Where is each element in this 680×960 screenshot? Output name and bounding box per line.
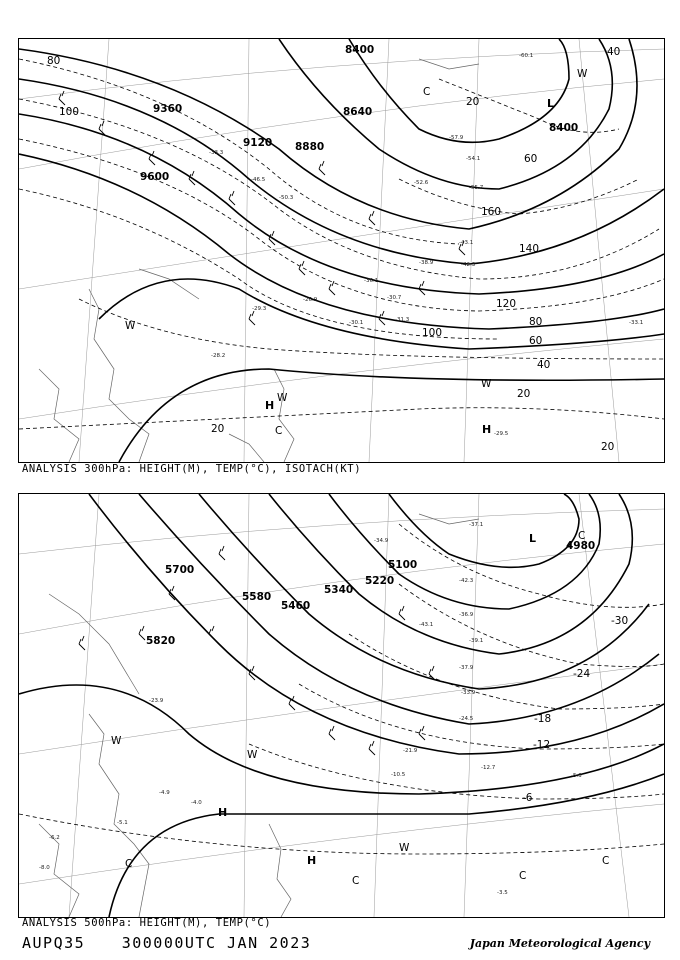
cold-mark: C xyxy=(352,875,360,887)
high-center: H xyxy=(482,423,492,436)
wind-barbs xyxy=(59,91,465,325)
obs-value: -6.2 xyxy=(49,835,60,841)
obs-value: -43.1 xyxy=(419,622,434,628)
height-label: 5700 xyxy=(165,564,195,576)
height-label: 9120 xyxy=(243,137,273,149)
high-center: H xyxy=(307,854,317,867)
height-labels xyxy=(140,44,578,183)
isotach-label: 20 xyxy=(466,96,480,108)
cold-mark: C xyxy=(602,855,610,867)
obs-value: -31.3 xyxy=(395,317,410,323)
isotach-label: 80 xyxy=(47,55,61,67)
bulletin-header xyxy=(22,934,337,952)
coastline xyxy=(39,514,479,917)
isotach-label: 20 xyxy=(517,388,531,400)
warm-mark: W xyxy=(481,378,492,390)
warm-mark: W xyxy=(111,735,122,747)
height-label: 5220 xyxy=(365,575,395,587)
isotach-label: 80 xyxy=(529,316,543,328)
chart-500hpa-map xyxy=(19,494,664,917)
obs-value: -43.1 xyxy=(459,240,474,246)
chart-300hpa-map xyxy=(19,39,664,462)
isotach-label: 60 xyxy=(524,153,538,165)
isotherm-label: -6 xyxy=(522,792,533,804)
isotherm-label: -12 xyxy=(533,739,551,751)
obs-value: -50.3 xyxy=(279,195,294,201)
warm-mark: W xyxy=(125,320,136,332)
isotach-label: 20 xyxy=(601,441,615,453)
obs-value: -42.3 xyxy=(459,578,474,584)
obs-value: -42.3 xyxy=(461,262,476,268)
obs-value: -10.5 xyxy=(391,772,406,778)
height-label: 5460 xyxy=(281,600,311,612)
obs-value: -30.7 xyxy=(387,295,402,301)
isotach-label: 120 xyxy=(496,298,517,310)
obs-value: -21.9 xyxy=(403,748,418,754)
caption-300hpa: ANALYSIS 300hPa: HEIGHT(M), TEMP(°C), ISOTACH(KT) xyxy=(22,463,362,475)
obs-value: -4.9 xyxy=(159,790,170,796)
warm-cold-marks xyxy=(111,530,609,887)
obs-value: -29.3 xyxy=(252,306,267,312)
obs-value: -30.1 xyxy=(349,320,364,326)
obs-value: -23.9 xyxy=(149,698,164,704)
obs-value: -28.2 xyxy=(211,353,226,359)
warm-mark: W xyxy=(577,68,588,80)
low-center: L xyxy=(529,532,537,545)
height-label: 5100 xyxy=(388,559,418,571)
obs-value: -33.1 xyxy=(629,320,644,326)
isotherm-label: -18 xyxy=(534,713,552,725)
obs-value: -33.3 xyxy=(209,150,224,156)
coastline xyxy=(39,59,479,462)
cold-mark: C xyxy=(423,86,431,98)
warm-mark: W xyxy=(247,749,258,761)
obs-value: -54.1 xyxy=(466,156,481,162)
height-contours xyxy=(19,494,664,917)
obs-value: -52.6 xyxy=(414,180,429,186)
obs-value: -46.5 xyxy=(251,177,266,183)
isotach-label: 100 xyxy=(422,327,443,339)
height-label: 8640 xyxy=(343,106,373,118)
obs-value: -39.1 xyxy=(469,638,484,644)
height-label: 8400 xyxy=(549,122,579,134)
obs-value: -34.9 xyxy=(374,538,389,544)
isotherms xyxy=(19,524,664,854)
obs-value: -38.9 xyxy=(419,260,434,266)
isotherm-label: -30 xyxy=(611,615,629,627)
obs-value: -60.1 xyxy=(519,53,534,59)
obs-value: -36.9 xyxy=(459,612,474,618)
height-label: 5580 xyxy=(242,591,272,603)
isotach-label: 140 xyxy=(519,243,540,255)
valid-time: 300000UTC JAN 2023 xyxy=(121,934,312,952)
height-label: 5340 xyxy=(324,584,354,596)
high-center: H xyxy=(265,399,275,412)
obs-value: -8.0 xyxy=(39,865,50,871)
obs-value: -3.5 xyxy=(497,890,508,896)
chart-300hpa xyxy=(18,38,665,463)
chart-500hpa xyxy=(18,493,665,918)
cold-mark: C xyxy=(125,858,133,870)
isotach-label: 160 xyxy=(481,206,502,218)
obs-value: -36.1 xyxy=(364,278,379,284)
obs-value: -12.7 xyxy=(481,765,496,771)
low-center: L xyxy=(547,97,555,110)
bulletin-code: AUPQ35 xyxy=(22,934,86,952)
high-center: H xyxy=(218,806,228,819)
height-label: 8400 xyxy=(345,44,375,56)
obs-value: -5.1 xyxy=(117,820,128,826)
warm-mark: C xyxy=(519,870,527,882)
obs-value: -57.9 xyxy=(449,135,464,141)
height-label: 9600 xyxy=(140,171,170,183)
obs-value: -37.1 xyxy=(469,522,484,528)
obs-value: -24.5 xyxy=(459,716,474,722)
cold-mark: C xyxy=(275,425,283,437)
isotach-label: 60 xyxy=(529,335,543,347)
obs-value: -4.0 xyxy=(191,800,202,806)
obs-value: -5.3 xyxy=(571,773,582,779)
agency-name: Japan Meteorological Agency xyxy=(469,937,650,950)
obs-value: -26.9 xyxy=(303,297,318,303)
caption-500hpa: ANALYSIS 500hPa: HEIGHT(M), TEMP(°C) xyxy=(22,917,272,929)
warm-mark: W xyxy=(399,842,410,854)
obs-value: -29.5 xyxy=(494,431,509,437)
isotach-label: 40 xyxy=(607,46,621,58)
height-label: 4980 xyxy=(566,540,596,552)
height-label: 9360 xyxy=(153,103,183,115)
height-labels xyxy=(146,540,595,647)
isotach-label: 100 xyxy=(59,106,80,118)
height-label: 8880 xyxy=(295,141,325,153)
isotach-label: 20 xyxy=(211,423,225,435)
height-contours xyxy=(19,39,664,462)
obs-value: -33.9 xyxy=(461,690,476,696)
cold-mark: C xyxy=(578,530,586,542)
obs-value: -37.9 xyxy=(459,665,474,671)
height-label: 5820 xyxy=(146,635,176,647)
station-observations xyxy=(39,522,582,896)
isotherm-label: -24 xyxy=(573,668,591,680)
warm-mark: W xyxy=(277,392,288,404)
isotach-label: 40 xyxy=(537,359,551,371)
obs-value: -55.7 xyxy=(469,185,484,191)
